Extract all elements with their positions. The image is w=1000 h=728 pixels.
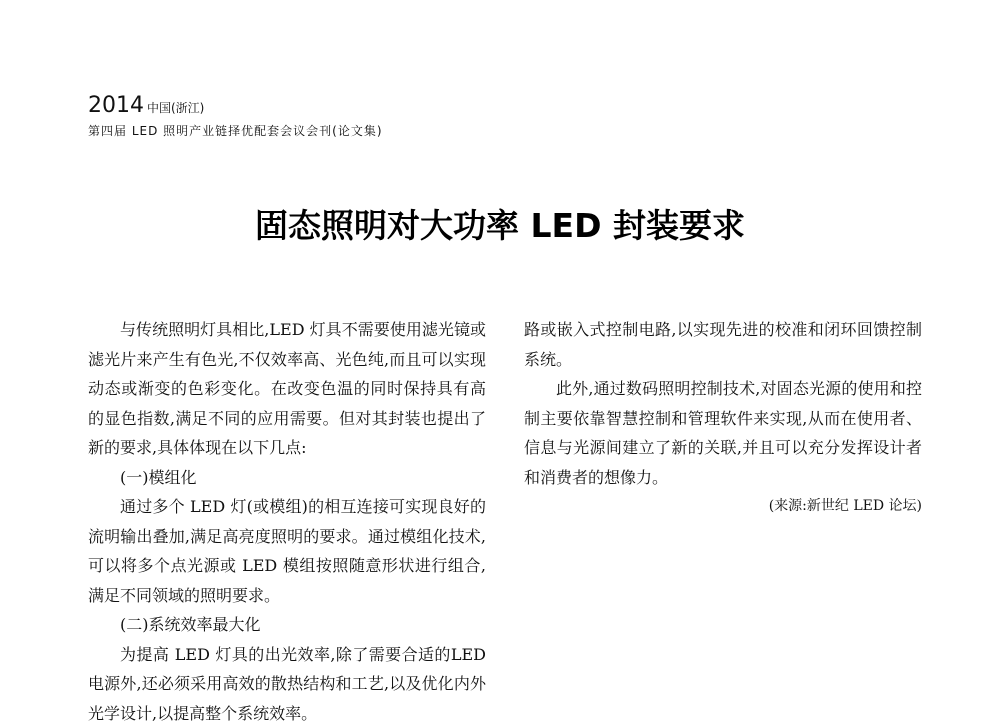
right-column: [524, 315, 922, 522]
digital-control-paragraph: 此外,通过数码照明控制技术,对固态光源的使用和控制主要依靠智慧控制和管理软件来实现,从而在使用者、信息与光源间建立了新的关联,并且可以充分发挥设计者和消费者的想像力。: [524, 374, 922, 492]
continuation-paragraph: 路或嵌入式控制电路,以实现先进的校准和闭环回馈控制系统。: [524, 315, 922, 374]
article-title: 固态照明对大功率 LED 封装要求: [0, 200, 1000, 247]
section-body-modular: 通过多个 LED 灯(或模组)的相互连接可实现良好的流明输出叠加,满足高亮度照明的要求。通过模组化技术,可以将多个点光源或 LED 模组按照随意形状进行组合,满足不同领域的照明要求。: [88, 492, 486, 610]
section-heading-modular: (一)模组化: [88, 463, 486, 493]
source-note: (来源:新世纪 LED 论坛): [524, 492, 922, 522]
header-year: 2014: [88, 93, 144, 118]
section-body-efficiency: 为提高 LED 灯具的出光效率,除了需要合适的LED 电源外,还必须采用高效的散热结构和工艺,以及优化内外光学设计,以提高整个系统效率。: [88, 640, 486, 728]
header-subtitle: 第四届 LED 照明产业链择优配套会议会刊(论文集): [88, 122, 383, 139]
intro-paragraph: 与传统照明灯具相比,LED 灯具不需要使用滤光镜或滤光片来产生有色光,不仅效率高、光色纯,而且可以实现动态或渐变的色彩变化。在改变色温的同时保持具有高的显色指数,满足不同的应用需要。但对其封装也提出了新的要求,具体体现在以下几点:: [88, 315, 486, 463]
page-header: [88, 93, 383, 139]
left-column: [88, 315, 486, 728]
section-heading-efficiency: (二)系统效率最大化: [88, 610, 486, 640]
header-place: 中国(浙江): [147, 99, 204, 116]
header-line: [88, 93, 383, 118]
